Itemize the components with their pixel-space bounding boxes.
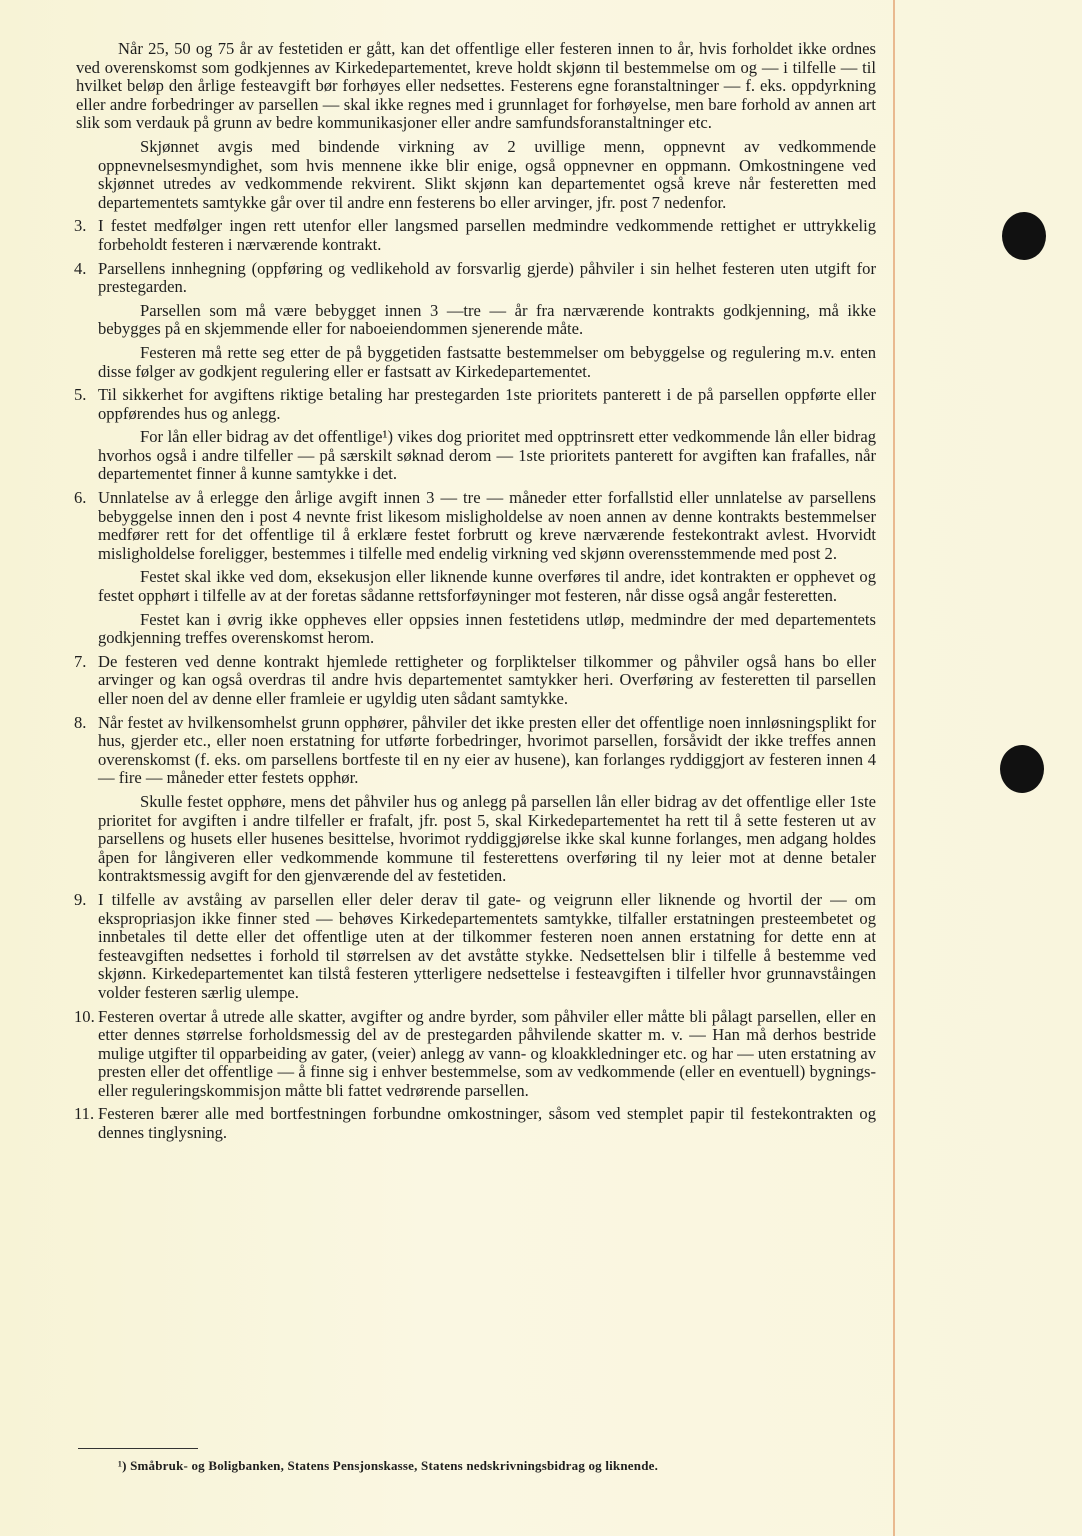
paragraph-number: 4.: [74, 258, 87, 278]
document-body: [76, 40, 876, 1148]
paragraph-text: Til sikkerhet for avgiftens riktige betaling har prestegarden 1ste prioritets panterett i de på parsellen oppførte eller oppførendes hus og anlegg.: [98, 385, 876, 423]
paragraph-number: 9.: [74, 889, 87, 909]
numbered-paragraph: [76, 217, 876, 254]
paragraph-text: Parsellens innhegning (oppføring og vedlikehold av forsvarlig gjerde) påhviler i sin helhet festeren uten utgift for prestegarden.: [98, 258, 876, 297]
footnote: ¹) Småbruk- og Boligbanken, Statens Pensjonskasse, Statens nedskrivningsbidrag og liknende.: [118, 1458, 659, 1473]
paragraph: Festeren må rette seg etter de på byggetiden fastsatte bestemmelser om bebyggelse og regulering m.v. enten disse følger av godkjent regulering eller er fastsatt av Kirkedepartementet.: [98, 342, 876, 381]
paragraph-number: 3.: [74, 216, 87, 236]
paragraph-text: Festeren overtar å utrede alle skatter, avgifter og andre byrder, som påhviler eller måtte bli pålagt parsellen, eller en etter dennes størrelse forholdsmessig del av de prestegarden påhvilende skatter m. v. — Han må derhos bestride mulige utgifter til opparbeiding av gater, (veier) anlegg av vann- og kloakkledninger etc. og har — uten erstatning av presten eller det offentlige — å finne sig i enhver bestemmelse, som av vedkommende (eller en eventuell) bygnings- eller reguleringskommisjon måtte bli fattet vedrørende parsellen.: [98, 1006, 876, 1100]
numbered-paragraph: [76, 386, 876, 423]
paragraph: Festet skal ikke ved dom, eksekusjon eller liknende kunne overføres til andre, idet kontrakten er opphevet og festet opphørt i tilfelle av at der foretas sådanne rettsforføyninger mot festeren, når disse også angår festeretten.: [98, 567, 876, 606]
paragraph-number: 11.: [74, 1104, 95, 1124]
footnote-rule: [78, 1448, 198, 1449]
paragraph: Skjønnet avgis med bindende virkning av 2 uvillige menn, oppnevnt av vedkommende oppnevnelsesmyndighet, som hvis mennene ikke blir enige, også oppnevner en oppmann. Omkostningene ved skjønnet utredes av vedkommende rekvirent. Slikt skjønn kan departementet også kreve når festeretten med departementets samtykke går over til andre enn festerens bo eller arvinger, jfr. post 7 nedenfor.: [98, 136, 876, 212]
margin-line: [893, 0, 895, 1536]
paragraph-text: De festeren ved denne kontrakt hjemlede rettigheter og forpliktelser tilkommer og påhviler også hans bo eller arvinger og kan også overdras til andre hvis departementet samtykker heri. Overføring av festeretten til parsellen eller noen del av denne eller framleie er ugyldig uten sådant samtykke.: [98, 651, 876, 708]
paragraph-number: 8.: [74, 712, 87, 732]
punch-hole: [1002, 212, 1046, 260]
paragraph: Skulle festet opphøre, mens det påhviler hus og anlegg på parsellen lån eller bidrag av det offentlige eller 1ste prioritet for avgiften i andre tilfeller er frafalt, jfr. post 5, skal Kirkedepartementet ha rett til å sette festeren ut av parsellens og husets eller husenes besittelse, hvorimot ryddiggjørelse ikke skal kunne forlanges, men adgang holdes åpen for långiveren eller vedkommende kommune til festerettens overføring til ny leier mot at denne betaler kontraktsmessig avgift for den gjenværende del av festetiden.: [98, 791, 876, 886]
numbered-paragraph: [76, 891, 876, 1003]
numbered-paragraph: [76, 1105, 876, 1142]
paragraph: For lån eller bidrag av det offentlige¹) vikes dog prioritet med opptrinsrett etter vedkommende lån eller bidrag hvorhos også i andre tilfeller — på særskilt søknad derom — 1ste prioritets panterett for avgiften kan frafalles, når departementet finner å kunne samtykke i det.: [98, 427, 876, 484]
punch-hole: [1000, 745, 1044, 793]
numbered-paragraph: [76, 260, 876, 297]
paragraph-text: Festeren bærer alle med bortfestningen forbundne omkostninger, såsom ved stemplet papir til festekontrakten og dennes tinglysning.: [98, 1104, 876, 1143]
paragraph-text: Når festet av hvilkensomhelst grunn opphører, påhviler det ikke presten eller det offentlige noen innløsningsplikt for hus, gjerder etc., eller noen erstatning for utførte forbedringer, hvorimot parsellen, forsåvidt der ikke treffes annen overenskomst (f. eks. om parsellens bortfeste til en ny eier av husene), kan forlanges ryddiggjort av festeren innen 4 — fire — måneder etter festets opphør.: [98, 712, 876, 788]
numbered-paragraph: [76, 489, 876, 563]
paragraph-text: Unnlatelse av å erlegge den årlige avgift innen 3 — tre — måneder etter forfallstid eller unnlatelse av parsellens bebyggelse innen den i post 4 nevnte frist likesom misligholdelse av noen annen av denne kontrakts bestemmelser medfører rett for det offentlige til å erklære festet forbrutt og kreve nærværende festekontrakt avlest. Hvorvidt misligholdelse foreligger, bestemmes i tilfelle med endelig virkning ved skjønn overensstemmende med post 2.: [98, 488, 876, 563]
numbered-paragraph: [76, 653, 876, 709]
paragraph-number: 10.: [74, 1006, 95, 1026]
paragraph-number: 6.: [74, 488, 87, 508]
paragraph: Parsellen som må være bebygget innen 3 —tre — år fra nærværende kontrakts godkjenning, må ikke bebygges på en skjemmende eller for naboeiendommen sjenerende måte.: [98, 300, 876, 339]
paragraph-number: 7.: [74, 651, 87, 671]
paragraph-text: I festet medfølger ingen rett utenfor eller langsmed parsellen medmindre vedkommende rettighet er uttrykkelig forbeholdt festeren i nærværende kontrakt.: [98, 216, 876, 254]
paragraph-text: I tilfelle av avståing av parsellen eller deler derav til gate- og veigrunn eller liknende og hvortil der — om ekspropriasjon ikke finner sted — behøves Kirkedepartementets samtykke, tilfaller erstatningen presteembetet og innbetales til dette eller det offentlige uten at der tilkommer festeren noen annen erstatning for dette enn at festeavgiften nedsettes i forhold til størrelsen av det avståtte stykke. Nedsettelsen blir i tilfelle å bestemme ved skjønn. Kirkedepartementet kan tilstå festeren ytterligere nedsettelse i festeavgiften i tilfeller hvor grunnavståingen volder festeren særlig ulempe.: [98, 889, 876, 1002]
paragraph: Når 25, 50 og 75 år av festetiden er gått, kan det offentlige eller festeren innen to år, hvis forholdet ikke ordnes ved overenskomst som godkjennes av Kirkedepartementet, kreve holdt skjønn til bestemmelse om og — i tilfelle — til hvilket beløp den årlige festeavgift bør forhøyes eller nedsettes. Festerens egne foranstaltninger — f. eks. oppdyrkning eller andre forbedringer av parsellen — skal ikke regnes med i grunnlaget for forhøyelse, men bare forhold av annen art slik som verdauk på grunn av bedre kommunikasjoner eller andre samfundsforanstaltninger etc.: [76, 39, 876, 133]
paragraph: Festet kan i øvrig ikke oppheves eller oppsies innen festetidens utløp, medmindre der med departementets godkjenning treffes overenskomst herom.: [98, 609, 876, 648]
numbered-paragraph: [76, 714, 876, 788]
paragraph-number: 5.: [74, 385, 87, 405]
numbered-paragraph: [76, 1008, 876, 1101]
